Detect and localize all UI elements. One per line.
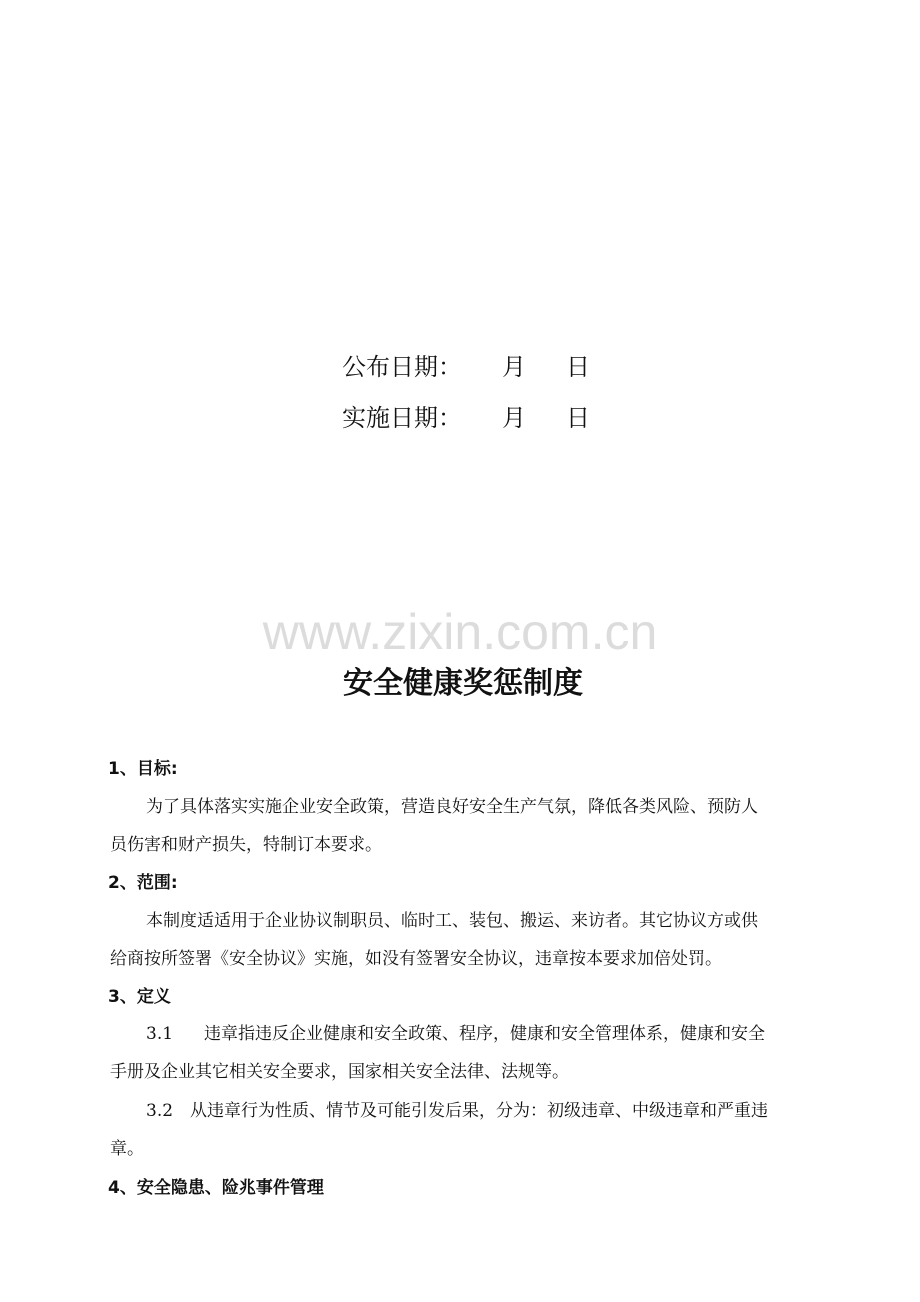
section-3-1-paragraph xyxy=(110,1015,830,1091)
section-2-line-1: 本制度适适用于企业协议制职员、临时工、装包、搬运、来访者。其它协议方或供 xyxy=(146,911,758,931)
section-4-heading: 4、安全隐患、险兆事件管理 xyxy=(108,1178,324,1198)
section-3-2-paragraph xyxy=(110,1092,830,1168)
publish-month: 月 xyxy=(502,353,526,381)
publish-date-label: 公布日期： xyxy=(342,353,462,381)
section-3-1-line-1 xyxy=(110,1015,830,1053)
section-3-2-line-1 xyxy=(110,1092,830,1130)
publish-day: 日 xyxy=(566,353,590,381)
implement-month: 月 xyxy=(502,404,526,432)
implement-date-line xyxy=(342,403,590,433)
section-3-2-line-2: 章。 xyxy=(110,1139,144,1159)
section-3-2-text: 从违章行为性质、情节及可能引发后果，分为：初级违章、中级违章和严重违 xyxy=(190,1101,768,1121)
implement-date-label: 实施日期： xyxy=(342,404,462,432)
watermark: www.zixin.com.cn xyxy=(262,604,658,660)
section-3-1-number: 3.1 xyxy=(146,1024,174,1044)
section-1-heading: 1、目标: xyxy=(108,759,178,779)
document-title: 安全健康奖惩制度 xyxy=(343,666,583,701)
section-3-heading: 3、定义 xyxy=(108,987,171,1007)
section-3-2-number: 3.2 xyxy=(146,1101,174,1121)
section-2-line-2: 给商按所签署《安全协议》实施，如没有签署安全协议，违章按本要求加倍处罚。 xyxy=(110,949,722,969)
section-1-paragraph xyxy=(110,788,830,864)
section-3-1-line-2: 手册及企业其它相关安全要求，国家相关安全法律、法规等。 xyxy=(110,1062,569,1082)
section-1-line-2: 员伤害和财产损失，特制订本要求。 xyxy=(110,835,382,855)
publish-date-line xyxy=(342,352,590,382)
section-2-heading: 2、范围: xyxy=(108,873,178,893)
section-2-paragraph xyxy=(110,902,830,978)
section-3-1-text: 违章指违反企业健康和安全政策、程序，健康和安全管理体系，健康和安全 xyxy=(204,1024,765,1044)
implement-day: 日 xyxy=(566,404,590,432)
section-1-line-1: 为了具体落实实施企业安全政策，营造良好安全生产气氛，降低各类风险、预防人 xyxy=(146,797,758,817)
